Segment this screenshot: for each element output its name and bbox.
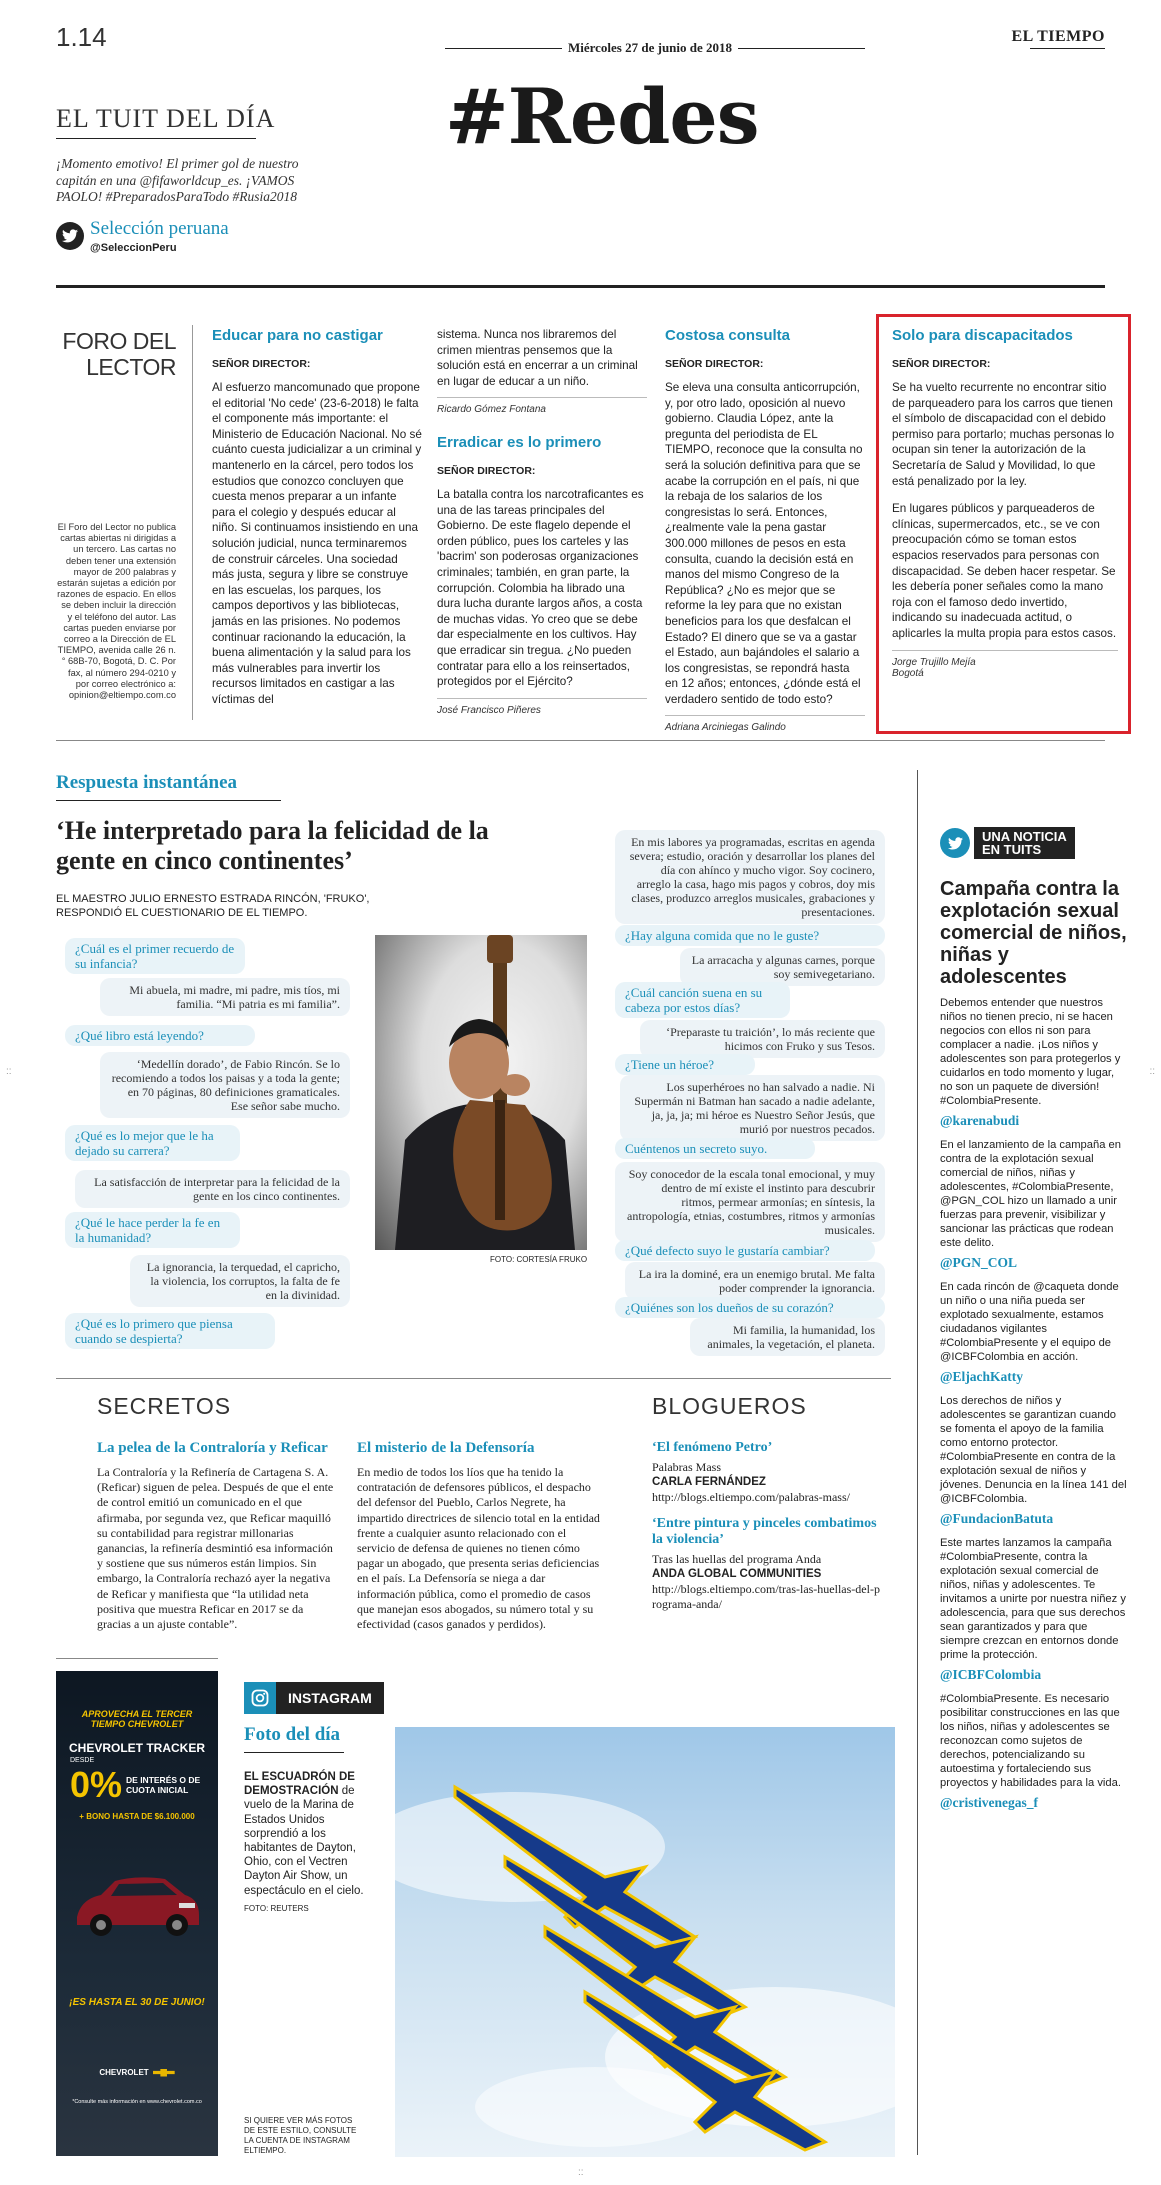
blog-url[interactable]: http://blogs.eltiempo.com/tras-las-huellas-del-programa-anda/ [652, 1582, 880, 1612]
blog-author: CARLA FERNÁNDEZ [652, 1476, 766, 1489]
letter-3 [665, 327, 865, 733]
letter-continuation: sistema. Nunca nos libraremos del crimen mientras pensemos que la solución está en encerrar a un criminal en lugar de educar a un niño. [437, 328, 638, 388]
letter-city: Bogotá [892, 667, 924, 679]
letter-body: Se ha vuelto recurrente no encontrar sitio de parqueadero para los carros que tienen el símbolo de discapacidad con el debido permiso para portarlo; muchas personas lo ocupan sin tener la autorización de la Secretaría de Salud y Movilidad, lo que está penalizado por la ley. [892, 381, 1115, 488]
respuesta-rule [56, 800, 281, 801]
tweet-handle: @EljachKatty [940, 1369, 1024, 1384]
secreto-body: En medio de todos los líos que ha tenido la contratación de defensores públicos, el despacho del defensor del Pueblo, Carlos Negrete, ha impartido directrices de silencio total en la entidad frente a cualquier asunto relacionado con el servicio de defensa de quienes no tienen cómo pagar un abogado, que presenta serias deficiencias en el país. La Defensoría se niega a dar información pública, como el promedio de casos que manejan esos abogados, su número total y su efectividad (casos ganados y perdidos). [357, 1465, 600, 1632]
margin-mark: :: [578, 2167, 584, 2178]
letter-signature: Ricardo Gómez Fontana [437, 404, 546, 416]
interview-dek: EL MAESTRO JULIO ERNESTO ESTRADA RINCÓN, 'FRUKO', RESPONDIÓ EL CUESTIONARIO DE EL TIEMPO. [56, 893, 370, 919]
masthead-rule [1030, 48, 1105, 49]
ad-rate: 0% [70, 1764, 123, 1805]
question: ¿Qué defecto suyo le gustaría cambiar? [615, 1240, 875, 1261]
tuit-handle: @SeleccionPeru [90, 242, 177, 254]
answer: Soy conocedor de la escala tonal emocional, y muy dentro de mí existe el instinto para descubrir ritmos, permear armonías; en síntesis, la antropología, etnias, costumbres, ritmos y armonías musicales. [615, 1162, 885, 1242]
question: ¿Quiénes son los dueños de su corazón? [615, 1297, 885, 1318]
tweet-text: Los derechos de niños y adolescentes se garantizan cuando se fomenta el apoyo de la familia como entorno protector. #ColombiaPresente en contra de la explotación sexual de niños y jóvenes. Denuncia en la línea 141 del @ICBFColombia. [940, 1395, 1127, 1505]
ad-rule [56, 1658, 218, 1659]
letter-salutation: SEÑOR DIRECTOR: [665, 358, 764, 370]
foro-note: El Foro del Lector no publica cartas abiertas ni dirigidas a un tercero. Las cartas no deben tener una extensión mayor de 200 palabras y estarán sujetas a edición por razones de espacio. En ellos se deben incluir la dirección y el teléfono del autor. Las cartas pueden enviarse por correo a la Dirección de EL TIEMPO, avenida calle 26 n.° 68B-70, Bogotá, D. C. Por fax, al número 294-0210 y por correo electrónico a: opinion@eltiempo.com.co [57, 522, 176, 701]
tuits-badge-line1: UNA NOTICIA [982, 829, 1067, 844]
question: Cuéntenos un secreto suyo. [615, 1138, 815, 1159]
tuits-list [940, 996, 1128, 1820]
tuit-rule [56, 138, 256, 139]
answer: Mi abuela, mi madre, mi padre, mis tíos, mi familia. “Mi patria es mi familia”. [100, 978, 350, 1016]
answer: ‘Preparaste tu traición’, lo más reciente que hicimos con Fruko y sus Tesos. [640, 1020, 885, 1058]
secretos-title: SECRETOS [97, 1393, 232, 1419]
answer: Mi familia, la humanidad, los animales, la vegetación, el planeta. [690, 1318, 885, 1356]
tuit-author: Selección peruana [90, 218, 229, 239]
letter-4 [892, 327, 1118, 679]
instagram-icon [244, 1682, 276, 1714]
tweet-handle: @PGN_COL [940, 1255, 1018, 1270]
issue-date: Miércoles 27 de junio de 2018 [440, 40, 860, 56]
answer: En mis labores ya programadas, escritas en agenda severa; estudio, oración y desarrollar los planes del día con ahínco y mucho vigor. Soy cocinero, arreglo la casa, hago mis pagos y cobros, doy mis clases, produzco arreglos musicales, grabaciones y presentaciones. [615, 830, 885, 924]
question: ¿Qué libro está leyendo? [65, 1025, 255, 1046]
ad-brand: CHEVROLET [99, 2068, 149, 2077]
caption-text: de vuelo de la Marina de Estados Unidos sorprendió a los habitantes de Dayton, Ohio, con el Vectren Dayton Air Show, un espectáculo en el cielo. [244, 1785, 364, 1897]
car-image [67, 1865, 207, 1945]
instagram-label: INSTAGRAM [288, 1690, 372, 1706]
question: ¿Qué es lo mejor que le ha dejado su carrera? [65, 1125, 240, 1161]
photo-credit: FOTO: CORTESÍA FRUKO [490, 1255, 588, 1264]
tuit-text: ¡Momento emotivo! El primer gol de nuestro capitán en una @fifaworldcup_es. ¡VAMOS PAOLO! #PreparadosParaTodo #Rusia2018 [56, 156, 299, 204]
blog-url[interactable]: http://blogs.eltiempo.com/palabras-mass/ [652, 1490, 850, 1505]
question: ¿Qué es lo primero que piensa cuando se despierta? [65, 1313, 275, 1349]
question: ¿Cuál es el primer recuerdo de su infancia? [65, 938, 245, 974]
blog-author: ANDA GLOBAL COMMUNITIES [652, 1567, 822, 1580]
caption-lead: EL ESCUADRÓN DE DEMOSTRACIÓN [244, 1771, 355, 1798]
letter-1-continued [437, 327, 647, 415]
tweet-text: Debemos entender que nuestros niños no tienen precio, ni se hacen negocios con ellos ni son para complacer a nadie. ¡Los niños y adolescentes son para protegerlos y cuidarlos en todo momento y lugar, no son un paquete de diversión! #ColombiaPresente. [940, 997, 1121, 1107]
tweet-handle: @cristivenegas_f [940, 1795, 1039, 1810]
fruko-photo [375, 935, 587, 1250]
tweet-text: Este martes lanzamos la campaña #ColombiaPresente, contra la explotación sexual comercial de niños, niñas y adolescentes. Te invitamos a unirte por nuestra niñez y adolescencia, para que sus derechos sean garantizados y para que siempre crezcan en entornos donde prime la protección. [940, 1537, 1126, 1661]
ad-product: CHEVROLET TRACKER [68, 1741, 205, 1755]
twitter-icon [56, 222, 84, 250]
blog-title: ‘El fenómeno Petro’ [652, 1440, 773, 1455]
secreto-title: La pelea de la Contraloría y Reficar [97, 1440, 328, 1456]
letter-title: Educar para no castigar [212, 327, 383, 344]
letter-body: Al esfuerzo mancomunado que propone el editorial 'No cede' (23-6-2018) le falta el componente más importante: el Ministerio de Educación Nacional. No sé cuánto cuesta judicializar a un criminal y mantenerlo en la cárcel, pero todos los estudios que conozco concluyen que cuesta menos preparar a un infante para el colegio y después educar al niño. Si continuamos insistiendo en una solución judicial, nunca terminaremos de construir cárceles. Una sociedad más justa, segura y libre se construye en las escuelas, los parques, los campos deportivos y las bibliotecas, jamás en las prisiones. No podemos continuar racionando la educación, la buena alimentación y la salud para los más vulnerables para invertir los recursos limitados en castigar a las víctimas del [212, 381, 422, 706]
tweet-handle: @FundacionBatuta [940, 1511, 1054, 1526]
letter-signature: Adriana Arciniegas Galindo [665, 722, 786, 734]
letter-salutation: SEÑOR DIRECTOR: [212, 358, 311, 370]
twitter-icon [940, 828, 970, 858]
page-number: 1.14 [56, 22, 107, 52]
ad-rate-text: DE INTERÉS O DE CUOTA INICIAL [126, 1775, 201, 1795]
chevrolet-ad[interactable] [56, 1671, 218, 2156]
letter-1 [212, 327, 422, 707]
ad-bono: + BONO HASTA DE $6.100.000 [79, 1812, 195, 1821]
instagram-badge [244, 1682, 384, 1714]
ad-line2: TIEMPO CHEVROLET [90, 1719, 184, 1729]
blog-name: Palabras Mass [652, 1460, 721, 1474]
tweet-text: #ColombiaPresente. Es necesario posibilitar construcciones en las que los niños, niñas y adolescentes se reconozcan como sujetos de derechos, potencializando su autoestima y fortaleciendo sus proyectos y habilidades para la vida. [940, 1693, 1121, 1789]
foto-del-dia-title: Foto del día [244, 1724, 341, 1745]
blogueros-title: BLOGUEROS [652, 1393, 807, 1419]
tweet-text: En el lanzamiento de la campaña en contra de la explotación sexual comercial de niños, niñas y adolescentes, #ColombiaPresente, @PGN_COL hizo un llamado a unir fuerzas para prevenir, visibilizar y sancionar las prácticas que rodean este delito. [940, 1139, 1121, 1249]
question: ¿Cuál canción suena en su cabeza por estos días? [615, 982, 790, 1018]
tweet-text: En cada rincón de @caqueta donde un niño o una niña pueda ser explotado sexualmente, estamos ciudadanos vigilantes #ColombiaPresente y el equipo de @ICBFColombia en acción. [940, 1281, 1119, 1363]
section-title: #Redes [445, 72, 759, 161]
letter-title: Solo para discapacitados [892, 327, 1073, 344]
answer: La arracacha y algunas carnes, porque soy semivegetariano. [680, 948, 885, 986]
blog-name: Tras las huellas del programa Anda [652, 1551, 822, 1566]
blog-list [652, 1440, 882, 1612]
blog-title: ‘Entre pintura y pinceles combatimos la violencia’ [652, 1515, 877, 1547]
ad-line1: APROVECHA EL TERCER [81, 1709, 193, 1719]
tuits-title: Campaña contra la explotación sexual comercial de niños, niñas y adolescentes [940, 878, 1127, 988]
section-divider [56, 285, 1105, 288]
section-divider [56, 1378, 891, 1379]
ad-desde: DESDE [70, 1757, 95, 1764]
answer: La satisfacción de interpretar para la felicidad de la gente en los cinco continentes. [75, 1170, 350, 1208]
foto-credit: FOTO: REUTERS [244, 1903, 309, 1913]
letter-salutation: SEÑOR DIRECTOR: [892, 358, 991, 370]
section-divider [56, 740, 1105, 741]
letter-body: La batalla contra los narcotraficantes es una de las tareas principales del Gobierno. De este flagelo depende el orden público, pues los carteles y las 'bacrim' son poderosas organizaciones criminales; también, en gran parte, la corrupción. Colombia ha librado una dura lucha durante largos años, a costa de muchas vidas. Yo creo que se debe dar especialmente en los cultivos. Hay que erradicar sin tregua. ¿No pueden contratar para ello a los reinsertados, protegidos por el Ejército? [437, 488, 644, 689]
ad-disclaimer: *Consulte más información en www.chevrolet.com.co [72, 2099, 202, 2105]
interview-headline: ‘He interpretado para la felicidad de la gente en cinco continentes’ [56, 816, 489, 875]
column-rule [192, 325, 193, 720]
foto-rule [244, 1752, 344, 1753]
chevrolet-logo-icon [153, 2069, 175, 2077]
question: ¿Hay alguna comida que no le guste? [615, 925, 885, 946]
answer: La ira la dominé, era un enemigo brutal. Me falta poder comprender la ignorancia. [625, 1262, 885, 1300]
letter-title: Erradicar es lo primero [437, 434, 602, 451]
letter-body: Se eleva una consulta anticorrupción, y, por otro lado, oposición al nuevo gobierno. Claudia López, ante la pregunta del periodista de EL TIEMPO, reconoce que la consulta no será la solución definitiva para que se acabe la corrupción en el país, ni que la rebaja de los salarios de los congresistas lo será. Entonces, ¿realmente vale la pena gastar 300.000 millones de pesos en esta consulta, cuando la decisión está en manos del mismo Congreso de la República? ¿No es mejor que se reforme la ley para que no existan beneficios para los que desfalcan el Estado? El dinero que se va a gastar el Estado, aun bajándoles el salario a los congresistas, se repondrá hasta en 12 años; entonces, ¿dónde está el verdadero sentido de todo esto? [665, 381, 863, 706]
question: ¿Qué le hace perder la fe en la humanidad? [65, 1212, 240, 1248]
column-rule [917, 770, 918, 2155]
margin-mark: :: [6, 1066, 12, 1077]
letter-title: Costosa consulta [665, 327, 791, 344]
foto-caption [244, 1770, 379, 1916]
tweet-handle: @karenabudi [940, 1113, 1020, 1128]
secreto-1 [97, 1440, 337, 1632]
tweet-handle: @ICBFColombia [940, 1667, 1042, 1682]
masthead: EL TIEMPO [1011, 28, 1105, 45]
respuesta-label: Respuesta instantánea [56, 772, 238, 793]
tuit-del-dia-title: EL TUIT DEL DÍA [56, 104, 276, 133]
answer: Los superhéroes no han salvado a nadie. Ni Supermán ni Batman han sacado a nadie adelante, ja, ja, ja; mi héroe es Nuestro Señor Jesús, que murió por nuestros pecados. [620, 1075, 885, 1141]
tuits-badge [940, 827, 1075, 859]
letter-body-2: En lugares públicos y parqueaderos de clínicas, supermercados, etc., se ve con preocupación cómo se toman estos espacios reservados para personas con discapacidad. Se deben hacer respetar. Se les debería poner señales como la mano roja con el famoso dedo invertido, indicando su inadecuada actitud, o aplicarles la multa propia para estos casos. [892, 502, 1117, 640]
margin-mark: :: [1149, 1066, 1155, 1077]
secreto-body: La Contraloría y la Refinería de Cartagena S. A. (Reficar) siguen de pelea. Después de que el ente de control emitió un comunicado en el que afirmaba, por segunda vez, que Reficar maquilló su contabilidad para registrar millonarias ganancias, la refinería desmintió esa información y sostiene que sus números están limpios. Sin embargo, la Contraloría rechazó ayer la negativa de Reficar y manifiesta que “la utilidad neta positiva que muestra Reficar en 2017 se da gracias a un ajuste contable”. [97, 1465, 334, 1632]
blue-angels-photo [395, 1727, 895, 2157]
letter-signature: Jorge Trujillo Mejía [892, 656, 976, 668]
secreto-2 [357, 1440, 602, 1632]
answer: La ignorancia, la terquedad, el capricho, la violencia, los corruptos, la falta de fe en la divinidad. [130, 1255, 350, 1307]
secreto-title: El misterio de la Defensoría [357, 1440, 535, 1456]
answer: ‘Medellín dorado’, de Fabio Rincón. Se lo recomiendo a todos los paisas y a toda la gente; en 70 páginas, 80 definiciones gramaticales. Ese señor sabe mucho. [100, 1052, 350, 1118]
letter-2 [437, 434, 647, 716]
ad-deadline: ¡ES HASTA EL 30 DE JUNIO! [69, 1997, 205, 2008]
instagram-more-text: SI QUIERE VER MÁS FOTOS DE ESTE ESTILO, CONSULTE LA CUENTA DE INSTAGRAM ELTIEMPO. [244, 2116, 357, 2155]
letter-salutation: SEÑOR DIRECTOR: [437, 465, 536, 477]
tuits-badge-line2: EN TUITS [982, 842, 1042, 857]
foro-title: FORO DEL LECTOR [62, 328, 176, 380]
question: ¿Tiene un héroe? [615, 1054, 755, 1075]
letter-signature: José Francisco Piñeres [437, 704, 541, 716]
